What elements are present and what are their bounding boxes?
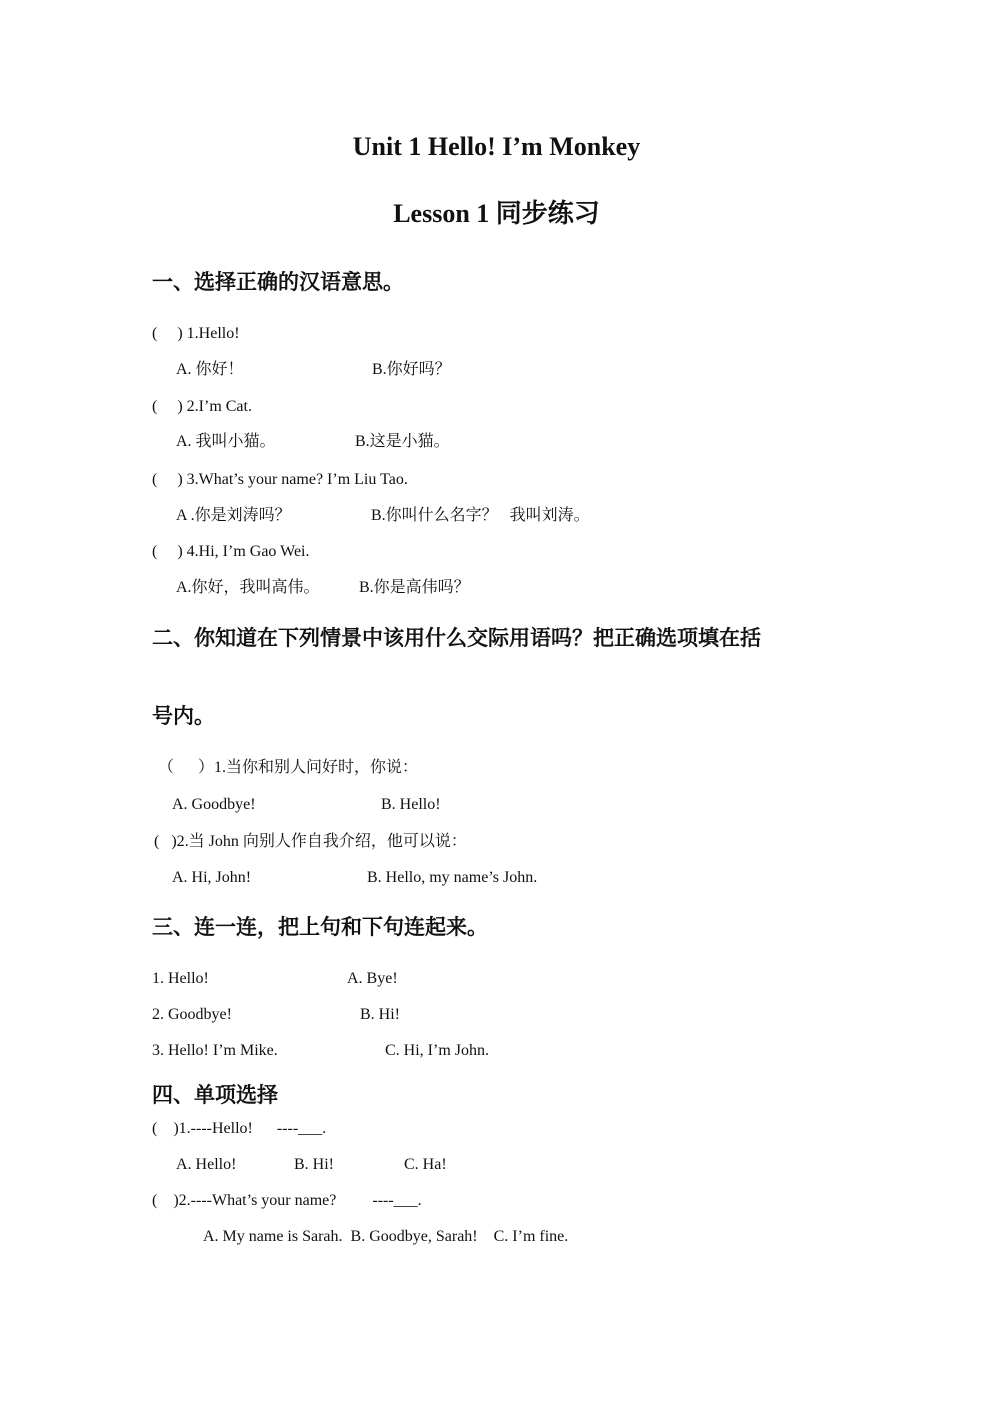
s3-pair-1-left: 1. Hello! (152, 970, 209, 987)
s4-q1-option-b: B. Hi! (294, 1156, 334, 1173)
s4-q1-option-a: A. Hello! (176, 1156, 237, 1173)
s1-q1-option-a: A. 你好！ (176, 361, 244, 378)
s1-q4-option-a: A.你好，我叫高伟。 (176, 579, 320, 596)
s1-q3-option-a: A .你是刘涛吗？ (176, 507, 291, 524)
section-2-heading-line-1: 二、你知道在下列情景中该用什么交际用语吗？把正确选项填在括 (152, 626, 761, 650)
s1-q1-stem: ( ) 1.Hello! (152, 325, 240, 342)
section-2-heading-line-2: 号内。 (152, 704, 215, 728)
section-1-heading: 一、选择正确的汉语意思。 (152, 270, 404, 294)
s1-q2-stem: ( ) 2.I’m Cat. (152, 398, 252, 415)
s2-q1-option-a: A. Goodbye! (172, 796, 256, 813)
s3-pair-3-left: 3. Hello! I’m Mike. (152, 1042, 278, 1059)
s3-pair-1-right: A. Bye! (347, 970, 398, 987)
s3-pair-2-left: 2. Goodbye! (152, 1006, 232, 1023)
s1-q4-stem: ( ) 4.Hi, I’m Gao Wei. (152, 543, 310, 560)
page-subtitle: Lesson 1 同步练习 (393, 199, 600, 228)
section-4-heading: 四、单项选择 (152, 1083, 278, 1107)
s4-q2-stem: ( )2.----What’s your name? ----___. (152, 1192, 422, 1209)
s4-q1-option-c: C. Ha! (404, 1156, 447, 1173)
section-3-heading: 三、连一连，把上句和下句连起来。 (152, 915, 488, 939)
s4-q1-stem: ( )1.----Hello! ----___. (152, 1120, 327, 1137)
s1-q1-option-b: B.你好吗？ (372, 361, 451, 378)
s2-q1-stem: （ ）1.当你和别人问好时，你说： (158, 759, 419, 776)
s2-q2-option-b: B. Hello, my name’s John. (367, 869, 538, 886)
s2-q1-option-b: B. Hello! (381, 796, 441, 813)
s2-q2-option-a: A. Hi, John! (172, 869, 252, 886)
s2-q2-stem: ( )2.当 John 向别人作自我介绍，他可以说： (154, 833, 467, 850)
s1-q3-stem: ( ) 3.What’s your name? I’m Liu Tao. (152, 471, 408, 488)
s4-q2-options: A. My name is Sarah. B. Goodbye, Sarah! C. I’m fine. (203, 1228, 569, 1245)
s1-q3-option-b: B.你叫什么名字？ 我叫刘涛。 (371, 507, 590, 524)
s1-q4-option-b: B.你是高伟吗？ (359, 579, 470, 596)
s1-q2-option-a: A. 我叫小猫。 (176, 433, 276, 450)
page-title: Unit 1 Hello! I’m Monkey (352, 132, 641, 161)
s3-pair-2-right: B. Hi! (360, 1006, 400, 1023)
s3-pair-3-right: C. Hi, I’m John. (385, 1042, 489, 1059)
s1-q2-option-b: B.这是小猫。 (355, 433, 450, 450)
